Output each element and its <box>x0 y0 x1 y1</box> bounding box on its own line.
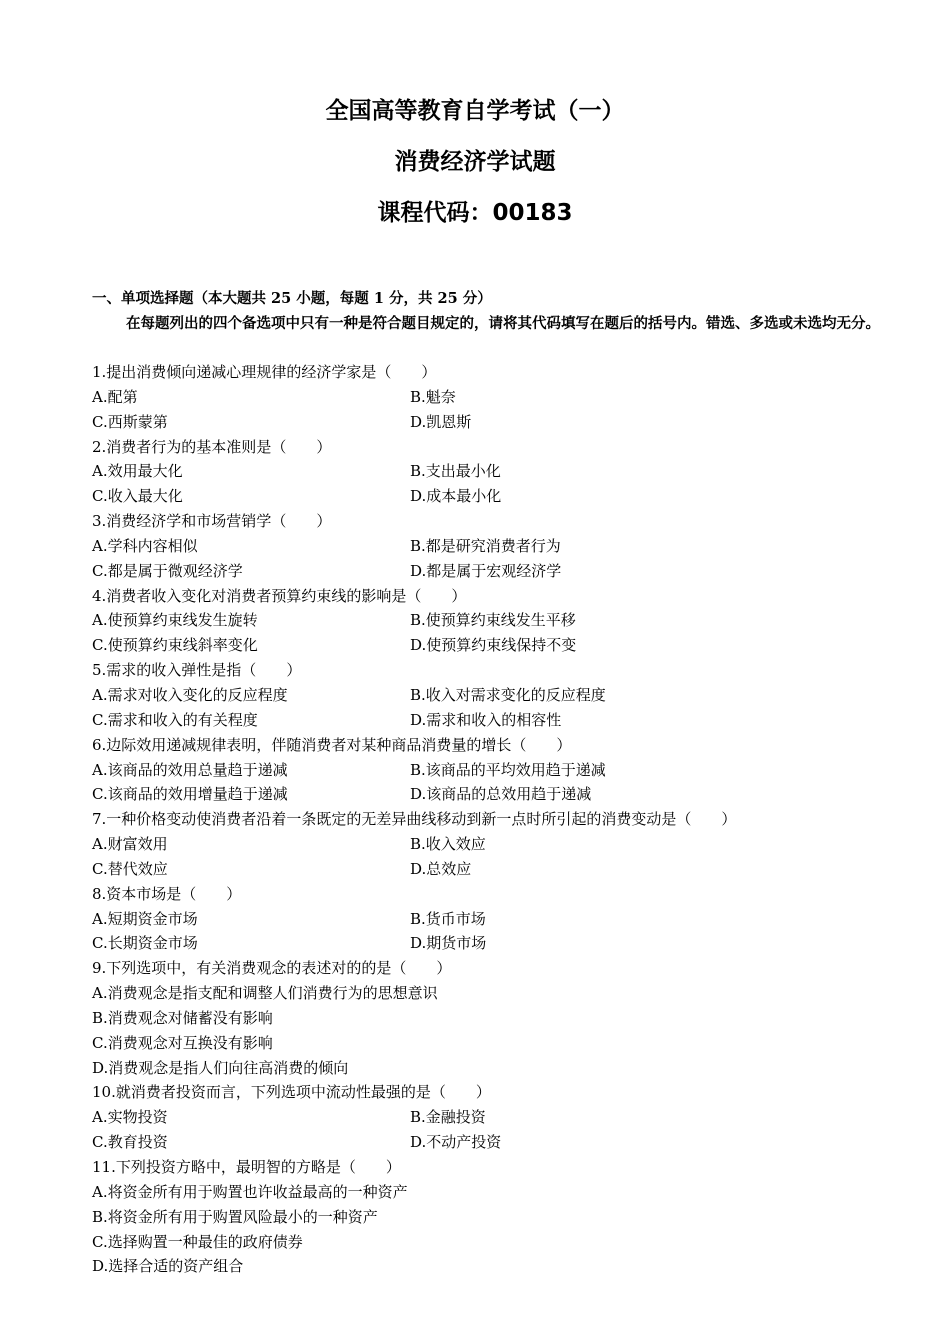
option: D.成本最小化 <box>410 487 502 506</box>
question-stem: 5.需求的收入弹性是指（ ） <box>92 661 302 680</box>
option: C.消费观念对互换没有影响 <box>92 1033 273 1052</box>
option-row <box>92 832 902 857</box>
option-row <box>92 410 902 435</box>
option-row <box>92 1006 902 1031</box>
option: B.魁奈 <box>410 387 456 406</box>
option: A.需求对收入变化的反应程度 <box>92 685 288 704</box>
option: C.该商品的效用增量趋于递减 <box>92 785 288 804</box>
option: C.收入最大化 <box>92 487 183 506</box>
option-row <box>92 608 902 633</box>
option: A.实物投资 <box>92 1108 168 1127</box>
option: A.配第 <box>92 387 138 406</box>
option-row <box>92 857 902 882</box>
section-instruction: 在每题列出的四个备选项中只有一种是符合题目规定的，请将其代码填写在题后的括号内。错选、多选或未选均无分。 <box>126 315 880 332</box>
option: B.支出最小化 <box>410 462 501 481</box>
option: C.选择购置一种最佳的政府债券 <box>92 1232 303 1251</box>
option: C.都是属于微观经济学 <box>92 561 243 580</box>
exam-title: 全国高等教育自学考试（一） <box>325 98 625 124</box>
option-row <box>92 1031 902 1056</box>
option: A.学科内容相似 <box>92 536 198 555</box>
option-row <box>92 1230 902 1255</box>
option-row <box>92 459 902 484</box>
option-row <box>92 907 902 932</box>
option: A.使预算约束线发生旋转 <box>92 611 258 630</box>
question-stem: 2.消费者行为的基本准则是（ ） <box>92 437 332 456</box>
question-list <box>92 360 902 1279</box>
option-row <box>92 981 902 1006</box>
option-row <box>92 1056 902 1081</box>
question-stem: 10.就消费者投资而言，下列选项中流动性最强的是（ ） <box>92 1083 491 1102</box>
option-row <box>92 633 902 658</box>
option: D.都是属于宏观经济学 <box>410 561 562 580</box>
question-stem: 11.下列投资方略中，最明智的方略是（ ） <box>92 1158 401 1176</box>
option-row <box>92 385 902 410</box>
option-row <box>92 534 902 559</box>
question-stem: 4.消费者收入变化对消费者预算约束线的影响是（ ） <box>92 586 467 605</box>
option-row <box>92 1254 902 1279</box>
option: C.长期资金市场 <box>92 934 198 953</box>
option: D.期货市场 <box>410 934 487 953</box>
option: D.不动产投资 <box>410 1133 502 1152</box>
option: A.该商品的效用总量趋于递减 <box>92 760 288 779</box>
question-stem: 8.资本市场是（ ） <box>92 884 242 903</box>
option: B.金融投资 <box>410 1108 486 1127</box>
option-row <box>92 931 902 956</box>
option: B.该商品的平均效用趋于递减 <box>410 760 606 779</box>
option: C.教育投资 <box>92 1133 168 1152</box>
option: B.都是研究消费者行为 <box>410 536 561 555</box>
question-stem: 6.边际效用递减规律表明，伴随消费者对某种商品消费量的增长（ ） <box>92 735 572 754</box>
option: A.短期资金市场 <box>92 909 198 928</box>
option-row <box>92 559 902 584</box>
option: D.总效应 <box>410 859 472 878</box>
option: D.消费观念是指人们向往高消费的倾向 <box>92 1058 349 1077</box>
option: B.货币市场 <box>410 909 486 928</box>
option: A.消费观念是指支配和调整人们消费行为的思想意识 <box>92 984 438 1003</box>
option: C.替代效应 <box>92 859 168 878</box>
option: D.使预算约束线保持不变 <box>410 636 577 655</box>
option: A.将资金所有用于购置也许收益最高的一种资产 <box>92 1182 408 1201</box>
option-row <box>92 758 902 783</box>
option: A.财富效用 <box>92 835 168 854</box>
option-row <box>92 683 902 708</box>
question-stem: 3.消费经济学和市场营销学（ ） <box>92 512 332 531</box>
question-stem: 7.一种价格变动使消费者沿着一条既定的无差异曲线移动到新一点时所引起的消费变动是（ ） <box>92 810 737 829</box>
subject-title: 消费经济学试题 <box>394 149 556 175</box>
option: C.西斯蒙第 <box>92 412 168 431</box>
option-row <box>92 782 902 807</box>
option: B.收入效应 <box>410 835 486 854</box>
option-row <box>92 1105 902 1130</box>
course-code: 课程代码：00183 <box>377 200 573 226</box>
option-row <box>92 484 902 509</box>
option: B.消费观念对储蓄没有影响 <box>92 1008 273 1027</box>
option: C.需求和收入的有关程度 <box>92 710 258 729</box>
option: B.将资金所有用于购置风险最小的一种资产 <box>92 1207 378 1226</box>
option-row <box>92 1205 902 1230</box>
option: D.需求和收入的相容性 <box>410 710 562 729</box>
option-row <box>92 1180 902 1205</box>
question-stem: 9.下列选项中，有关消费观念的表述对的的是（ ） <box>92 959 452 978</box>
option: C.使预算约束线斜率变化 <box>92 636 258 655</box>
option-row <box>92 1130 902 1155</box>
option: D.选择合适的资产组合 <box>92 1257 244 1276</box>
option: A.效用最大化 <box>92 462 183 481</box>
question-stem: 1.提出消费倾向递减心理规律的经济学家是（ ） <box>92 363 437 381</box>
option: B.使预算约束线发生平移 <box>410 611 576 630</box>
option: D.凯恩斯 <box>410 412 472 431</box>
option: B.收入对需求变化的反应程度 <box>410 685 606 704</box>
option-row <box>92 708 902 733</box>
option: D.该商品的总效用趋于递减 <box>410 785 592 804</box>
section-title: 一、单项选择题（本大题共 25 小题，每题 1 分，共 25 分） <box>92 290 492 307</box>
